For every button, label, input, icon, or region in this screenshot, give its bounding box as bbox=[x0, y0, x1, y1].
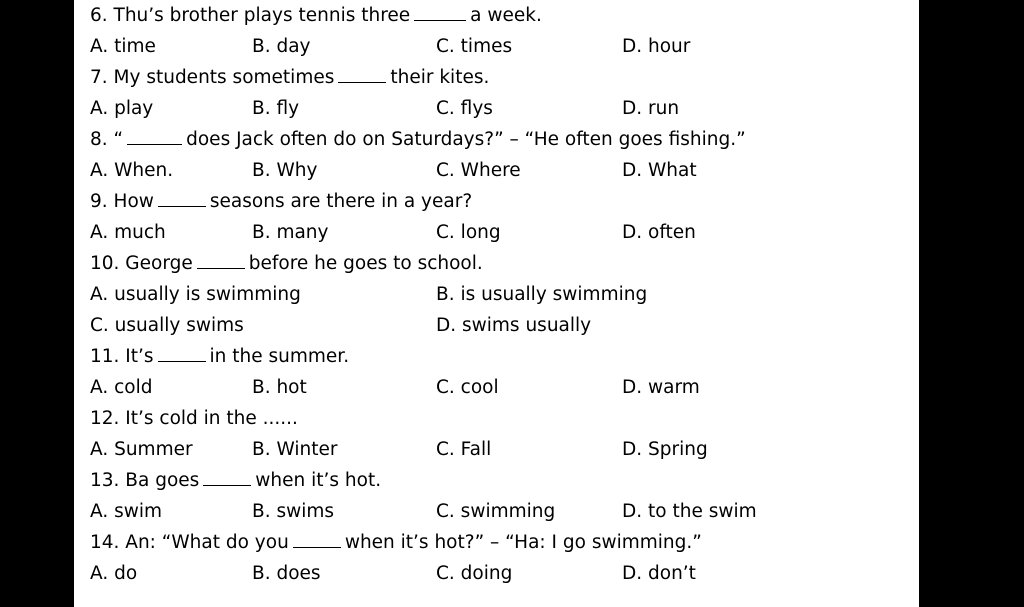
answer-option: C. Where bbox=[436, 160, 521, 181]
question-text-segment: when it’s hot. bbox=[255, 470, 382, 491]
question-10 bbox=[90, 248, 483, 279]
answer-blank bbox=[338, 82, 386, 83]
answer-option: D. swims usually bbox=[436, 315, 592, 336]
answer-option: C. swimming bbox=[436, 501, 556, 522]
answer-option: B. Why bbox=[252, 160, 318, 181]
answer-option: B. does bbox=[252, 563, 321, 584]
question-text-segment: 10. George bbox=[90, 253, 193, 274]
answer-option: D. hour bbox=[622, 36, 691, 57]
question-9 bbox=[90, 186, 472, 217]
answer-option: C. cool bbox=[436, 377, 499, 398]
answer-option: C. flys bbox=[436, 98, 493, 119]
question-13 bbox=[90, 465, 381, 496]
question-text-segment: 14. An: “What do you bbox=[90, 532, 289, 553]
answer-option: C. usually swims bbox=[90, 315, 244, 336]
answer-option: C. times bbox=[436, 36, 513, 57]
question-text-segment: 6. Thu’s brother plays tennis three bbox=[90, 5, 411, 26]
question-14 bbox=[90, 527, 702, 558]
question-text-segment: 9. How bbox=[90, 191, 154, 212]
answer-option: A. When. bbox=[90, 160, 174, 181]
answer-blank bbox=[158, 361, 206, 362]
question-text-segment: 12. It’s cold in the ...... bbox=[90, 408, 298, 429]
answer-blank bbox=[203, 485, 251, 486]
answer-option: A. swim bbox=[90, 501, 163, 522]
question-11 bbox=[90, 341, 349, 372]
answer-option: B. is usually swimming bbox=[436, 284, 648, 305]
question-8 bbox=[90, 124, 746, 155]
answer-option: D. run bbox=[622, 98, 680, 119]
question-text-segment: 13. Ba goes bbox=[90, 470, 200, 491]
answer-option: C. doing bbox=[436, 563, 513, 584]
answer-option: B. hot bbox=[252, 377, 307, 398]
answer-option: A. much bbox=[90, 222, 166, 243]
answer-option: A. play bbox=[90, 98, 154, 119]
question-text-segment: in the summer. bbox=[209, 346, 350, 367]
question-text-segment: their kites. bbox=[390, 67, 490, 88]
answer-option: D. What bbox=[622, 160, 697, 181]
answer-option: A. do bbox=[90, 563, 138, 584]
answer-option: B. swims bbox=[252, 501, 335, 522]
answer-blank bbox=[158, 206, 206, 207]
answer-option: B. day bbox=[252, 36, 311, 57]
answer-option: A. Summer bbox=[90, 439, 193, 460]
answer-blank bbox=[293, 547, 341, 548]
question-6 bbox=[90, 0, 542, 31]
answer-option: D. Spring bbox=[622, 439, 708, 460]
worksheet-page bbox=[74, 0, 919, 607]
answer-option: A. cold bbox=[90, 377, 153, 398]
question-7 bbox=[90, 62, 489, 93]
answer-option: A. time bbox=[90, 36, 156, 57]
answer-blank bbox=[127, 144, 182, 145]
answer-option: C. Fall bbox=[436, 439, 492, 460]
question-text-segment: 11. It’s bbox=[90, 346, 154, 367]
question-text-segment: when it’s hot?” – “Ha: I go swimming.” bbox=[344, 532, 702, 553]
question-text-segment: does Jack often do on Saturdays?” – “He often goes fishing.” bbox=[186, 129, 746, 150]
answer-blank bbox=[197, 268, 245, 269]
answer-option: B. fly bbox=[252, 98, 300, 119]
question-text-segment: 8. “ bbox=[90, 129, 124, 150]
question-text-segment: seasons are there in a year? bbox=[209, 191, 473, 212]
answer-blank bbox=[414, 20, 466, 21]
answer-option: D. often bbox=[622, 222, 696, 243]
answer-option: C. long bbox=[436, 222, 501, 243]
question-12 bbox=[90, 403, 298, 434]
question-text-segment: a week. bbox=[470, 5, 542, 26]
question-text-segment: before he goes to school. bbox=[248, 253, 483, 274]
answer-option: A. usually is swimming bbox=[90, 284, 301, 305]
question-text-segment: 7. My students sometimes bbox=[90, 67, 335, 88]
answer-option: D. don’t bbox=[622, 563, 696, 584]
answer-option: D. to the swim bbox=[622, 501, 757, 522]
answer-option: D. warm bbox=[622, 377, 700, 398]
answer-option: B. many bbox=[252, 222, 329, 243]
answer-option: B. Winter bbox=[252, 439, 338, 460]
